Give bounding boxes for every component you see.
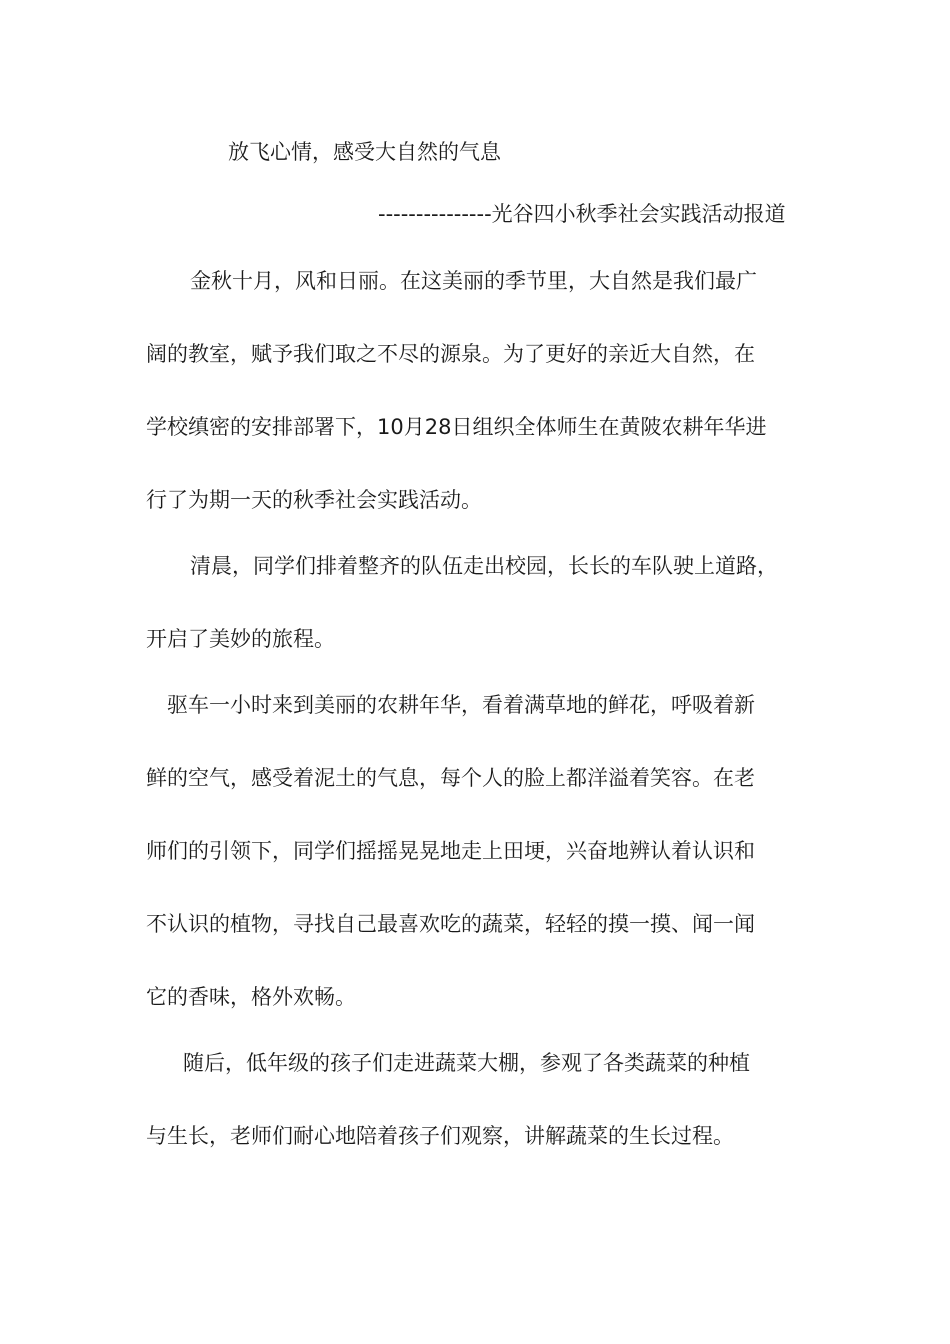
article-title: 放飞心情，感受大自然的气息 bbox=[228, 140, 501, 164]
paragraph-line: 不认识的植物，寻找自己最喜欢吃的蔬菜，轻轻的摸一摸、闻一闻 bbox=[146, 912, 755, 936]
paragraph-line: 行了为期一天的秋季社会实践活动。 bbox=[146, 488, 482, 512]
paragraph-line: 它的香味，格外欢畅。 bbox=[146, 985, 356, 1009]
paragraph-line: 随后，低年级的孩子们走进蔬菜大棚，参观了各类蔬菜的种植 bbox=[183, 1051, 750, 1075]
paragraph-line: 清晨，同学们排着整齐的队伍走出校园，长长的车队驶上道路， bbox=[190, 554, 778, 578]
paragraph-line: 开启了美妙的旅程。 bbox=[146, 627, 335, 651]
article-subtitle: ---------------光谷四小秋季社会实践活动报道 bbox=[378, 202, 786, 226]
paragraph-line: 金秋十月，风和日丽。在这美丽的季节里，大自然是我们最广 bbox=[190, 269, 757, 293]
paragraph-line: 鲜的空气，感受着泥土的气息，每个人的脸上都洋溢着笑容。在老 bbox=[146, 766, 755, 790]
paragraph-line: 阔的教室，赋予我们取之不尽的源泉。为了更好的亲近大自然，在 bbox=[146, 342, 755, 366]
paragraph-line: 与生长，老师们耐心地陪着孩子们观察，讲解蔬菜的生长过程。 bbox=[146, 1124, 734, 1148]
paragraph-line: 师们的引领下，同学们摇摇晃晃地走上田埂，兴奋地辨认着认识和 bbox=[146, 839, 755, 863]
paragraph-line: 学校缜密的安排部署下，10月28日组织全体师生在黄陂农耕年华进 bbox=[146, 415, 767, 439]
paragraph-line: 驱车一小时来到美丽的农耕年华，看着满草地的鲜花，呼吸着新 bbox=[167, 693, 755, 717]
